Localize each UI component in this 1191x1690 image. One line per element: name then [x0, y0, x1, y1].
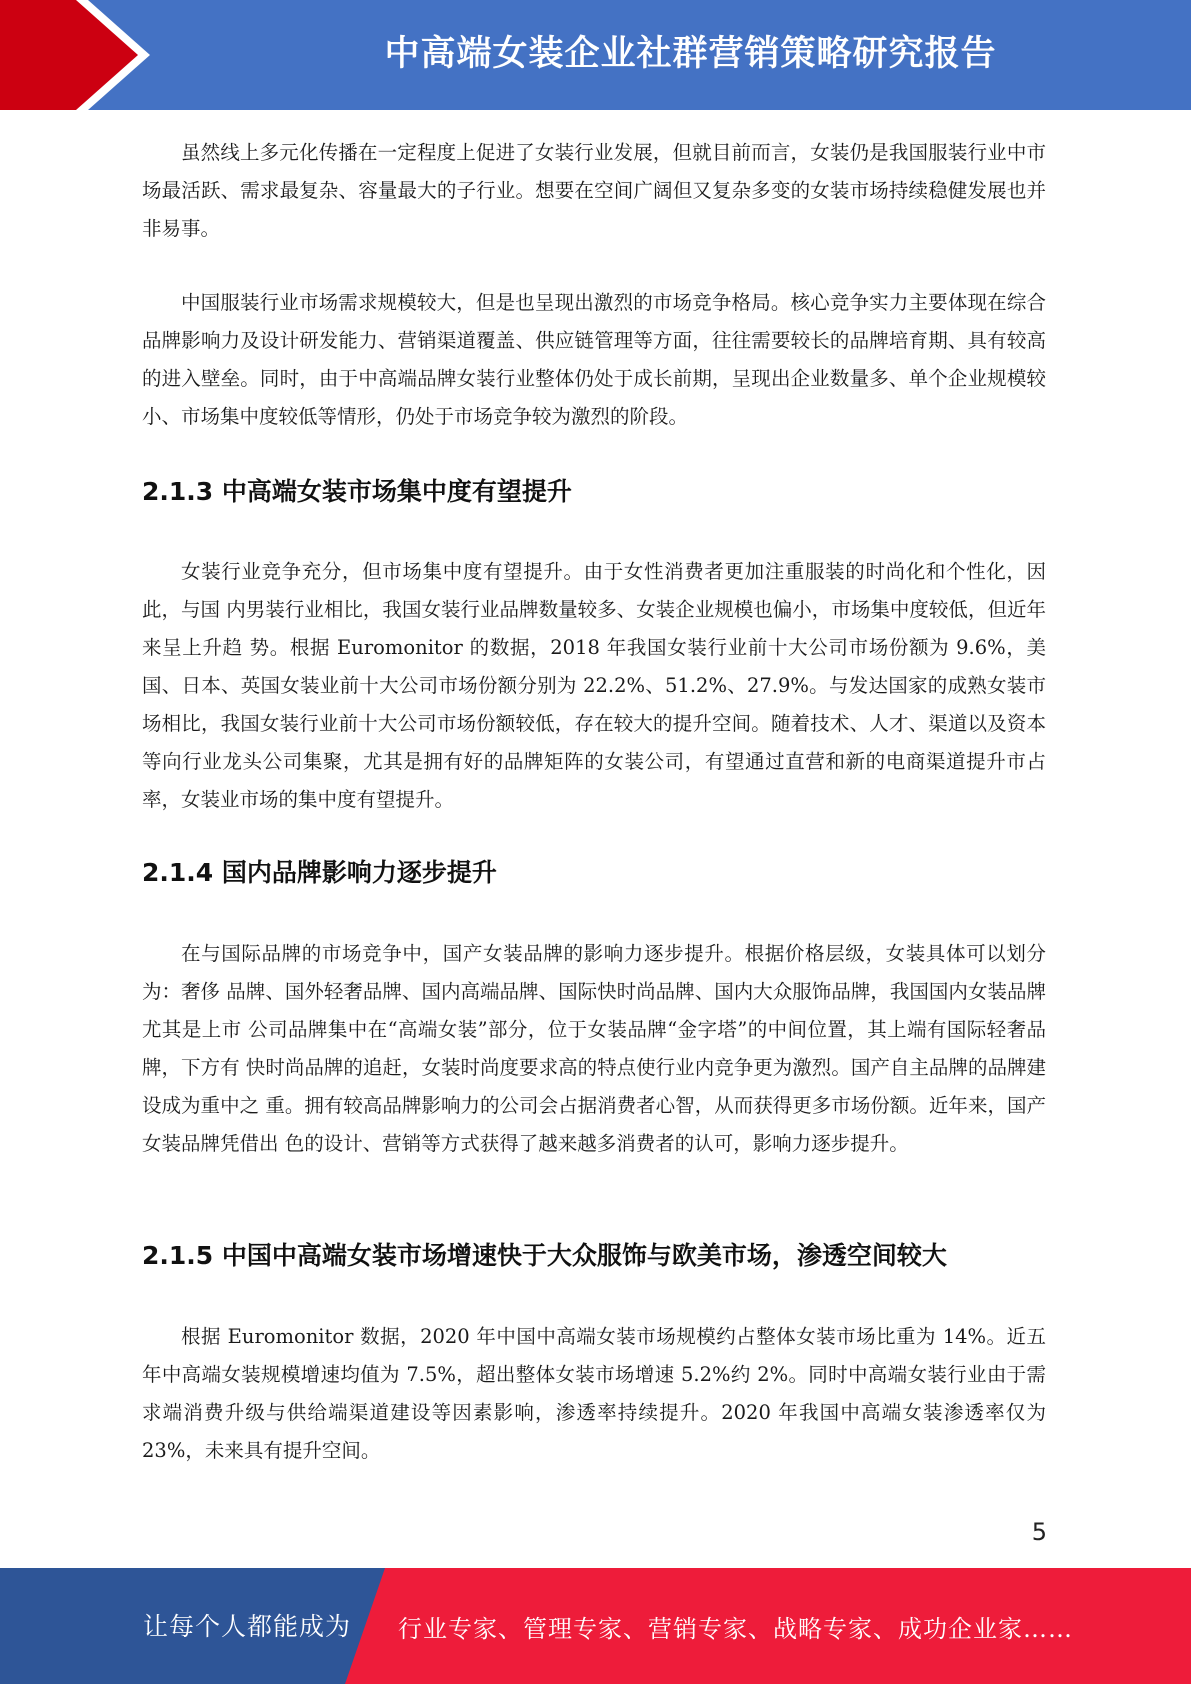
page-footer — [0, 1568, 1191, 1684]
report-title: 中高端女装企业社群营销策略研究报告 — [384, 34, 997, 74]
paragraph-section-2-1-5: 根据 Euromonitor 数据，2020 年中国中高端女装市场规模约占整体女装市场比重为 14%。近五年中高端女装规模增速均值为 7.5%，超出整体女装市场增速 5.2%约 2%。同时中高端女装行业由于需求端消费升级与供给端渠道建设等因素影响，渗透率持续提升。2020 年我国中高端女装渗透率仅为 23%，未来具有提升空间。 — [142, 1325, 1046, 1462]
page-number: 5 — [1031, 1518, 1047, 1546]
header-red-chevron-icon — [0, 0, 160, 110]
section-heading-2-1-3: 2.1.3 中高端女装市场集中度有望提升 — [142, 477, 572, 506]
paragraph-section-2-1-3: 女装行业竞争充分，但市场集中度有望提升。由于女性消费者更加注重服装的时尚化和个性化，因此，与国 内男装行业相比，我国女装行业品牌数量较多、女装企业规模也偏小，市场集中度较低，但近年来呈上升趋 势。根据 Euromonitor 的数据，2018 年我国女装行业前十大公司市场份额为 9.6%，美国、日本、英国女装业前十大公司市场份额分别为 22.2%、51.2%、27.9%。与发达国家的成熟女装市场相比，我国女装行业前十大公司市场份额较低，存在较大的提升空间。随着技术、人才、渠道以及资本等向行业龙头公司集聚，尤其是拥有好的品牌矩阵的女装公司，有望通过直营和新的电商渠道提升市占率，女装业市场的集中度有望提升。 — [142, 560, 1046, 811]
footer-slogan-right: 行业专家、管理专家、营销专家、战略专家、成功企业家…… — [398, 1615, 1073, 1643]
section-heading-2-1-4: 2.1.4 国内品牌影响力逐步提升 — [142, 858, 497, 887]
paragraph-intro-2: 中国服装行业市场需求规模较大，但是也呈现出激烈的市场竞争格局。核心竞争实力主要体现在综合品牌影响力及设计研发能力、营销渠道覆盖、供应链管理等方面，往往需要较长的品牌培育期、具有较高的进入壁垒。同时，由于中高端品牌女装行业整体仍处于成长前期，呈现出企业数量多、单个企业规模较小、市场集中度较低等情形，仍处于市场竞争较为激烈的阶段。 — [142, 291, 1046, 428]
footer-slogan-left: 让每个人都能成为 — [143, 1612, 352, 1641]
page-header — [0, 0, 1191, 110]
paragraph-intro-1: 虽然线上多元化传播在一定程度上促进了女装行业发展，但就目前而言，女装仍是我国服装行业中市场最活跃、需求最复杂、容量最大的子行业。想要在空间广阔但又复杂多变的女装市场持续稳健发展也并非易事。 — [142, 141, 1046, 240]
section-heading-2-1-5: 2.1.5 中国中高端女装市场增速快于大众服饰与欧美市场，渗透空间较大 — [142, 1241, 947, 1270]
paragraph-section-2-1-4: 在与国际品牌的市场竞争中，国产女装品牌的影响力逐步提升。根据价格层级，女装具体可以划分为：奢侈 品牌、国外轻奢品牌、国内高端品牌、国际快时尚品牌、国内大众服饰品牌，我国国内女装品牌尤其是上市 公司品牌集中在“高端女装”部分，位于女装品牌“金字塔”的中间位置，其上端有国际轻奢品牌，下方有 快时尚品牌的追赶，女装时尚度要求高的特点使行业内竞争更为激烈。国产自主品牌的品牌建设成为重中之 重。拥有较高品牌影响力的公司会占据消费者心智，从而获得更多市场份额。近年来，国产女装品牌凭借出 色的设计、营销等方式获得了越来越多消费者的认可，影响力逐步提升。 — [142, 942, 1046, 1155]
